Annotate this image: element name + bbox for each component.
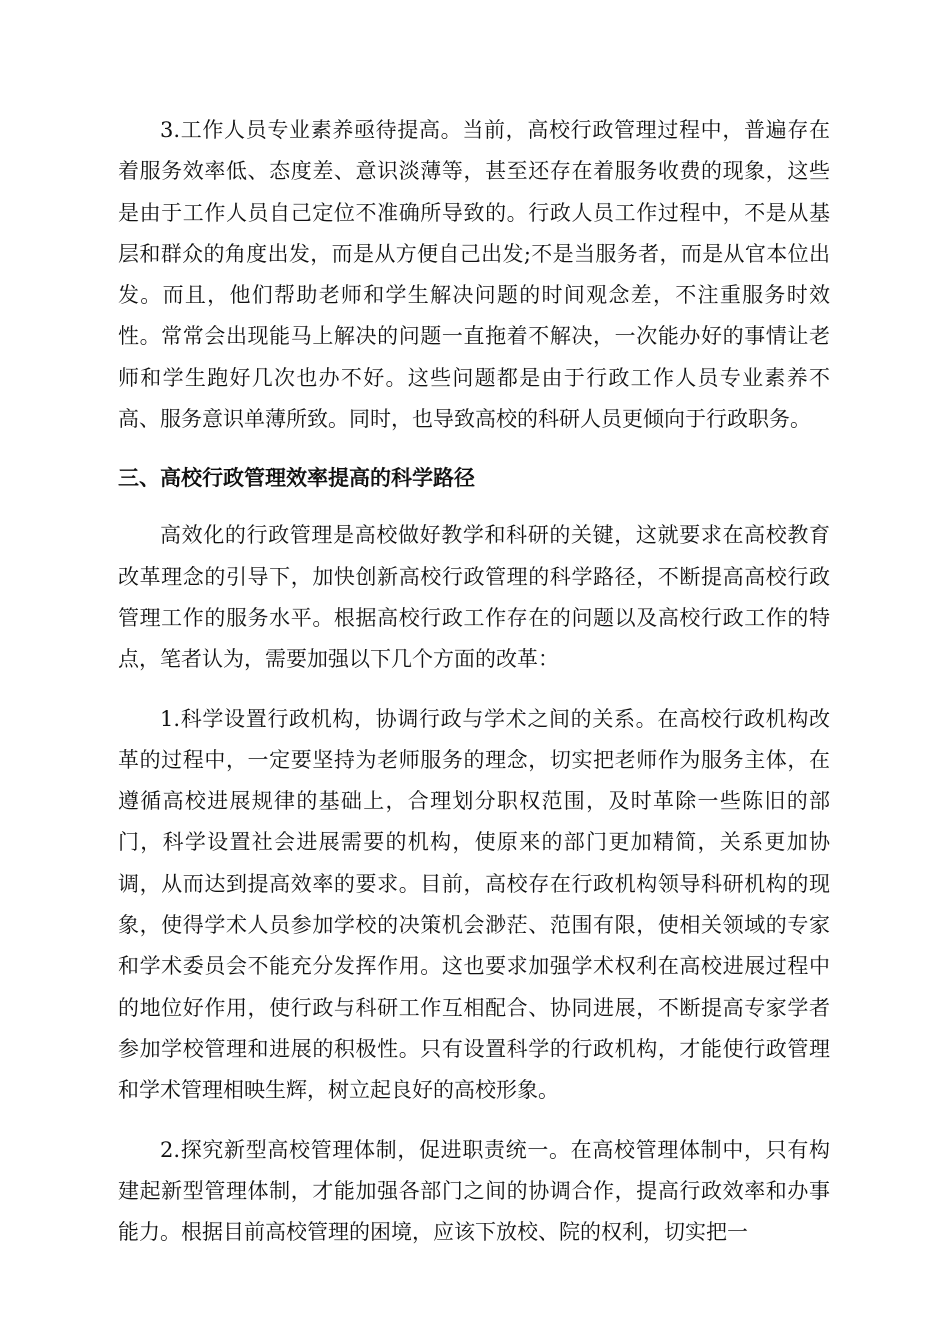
paragraph-point-2: 2.探究新型高校管理体制，促进职责统一。在高校管理体制中，只有构建起新型管理体制，才能加强各部门之间的协调合作，提高行政效率和办事能力。根据目前高校管理的困境，应该下放校、院的权利，切实把一	[118, 1137, 830, 1245]
paragraph-spacer	[118, 440, 830, 458]
paragraph-staff-quality: 3.工作人员专业素养亟待提高。当前，高校行政管理过程中，普遍存在着服务效率低、态度差、意识淡薄等，甚至还存在着服务收费的现象，这些是由于工作人员自己定位不准确所导致的。行政人员工作过程中，不是从基层和群众的角度出发，而是从方便自己出发;不是当服务者，而是从官本位出发。而且，他们帮助老师和学生解决问题的时间观念差，不注重服务时效性。常常会出现能马上解决的问题一直拖着不解决，一次能办好的事情让老师和学生跑好几次也办不好。这些问题都是由于行政工作人员专业素养不高、服务意识单薄所致。同时，也导致高校的科研人员更倾向于行政职务。	[118, 118, 830, 432]
paragraph-spacer	[118, 681, 830, 699]
heading-spacer	[118, 499, 830, 515]
paragraph-spacer	[118, 1112, 830, 1130]
section-heading: 三、高校行政管理效率提高的科学路径	[118, 466, 475, 491]
document-body	[118, 110, 830, 1253]
paragraph-intro: 高效化的行政管理是高校做好教学和科研的关键，这就要求在高校教育改革理念的引导下，加快创新高校行政管理的科学路径，不断提高高校行政管理工作的服务水平。根据高校行政工作存在的问题以及高校行政工作的特点，笔者认为，需要加强以下几个方面的改革：	[118, 523, 830, 672]
paragraph-point-1: 1.科学设置行政机构，协调行政与学术之间的关系。在高校行政机构改革的过程中，一定要坚持为老师服务的理念，切实把老师作为服务主体，在遵循高校进展规律的基础上，合理划分职权范围，及时革除一些陈旧的部门，科学设置社会进展需要的机构，使原来的部门更加精简，关系更加协调，从而达到提高效率的要求。目前，高校存在行政机构领导科研机构的现象，使得学术人员参加学校的决策机会渺茫、范围有限，使相关领域的专家和学术委员会不能充分发挥作用。这也要求加强学术权利在高校进展过程中的地位好作用，使行政与科研工作互相配合、协同进展，不断提高专家学者参加学校管理和进展的积极性。只有设置科学的行政机构，才能使行政管理和学术管理相映生辉，树立起良好的高校形象。	[118, 706, 830, 1103]
